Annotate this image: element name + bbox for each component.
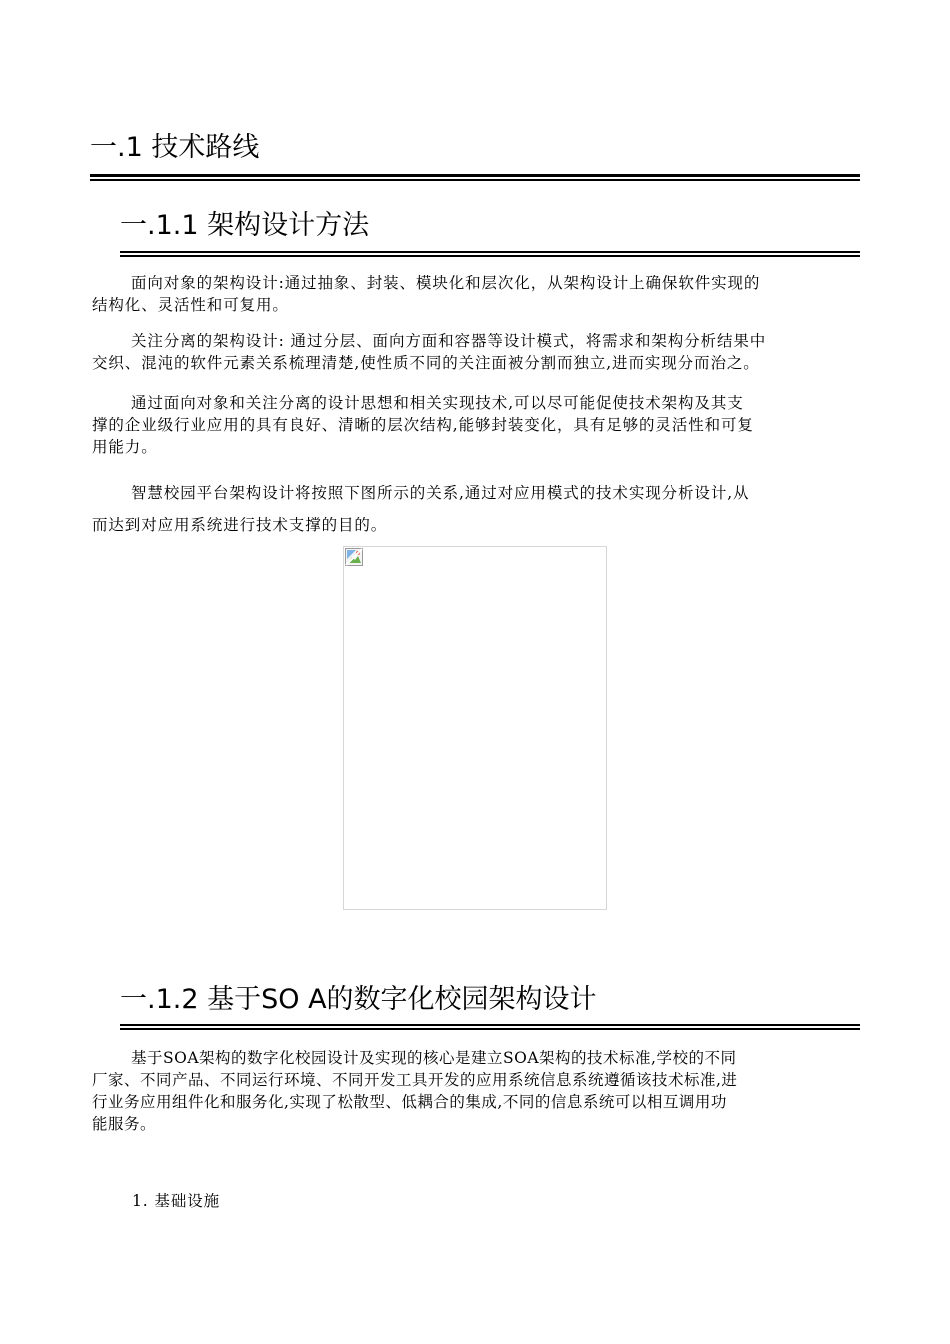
section-title-tech-route: 一.1 技术路线: [90, 132, 260, 163]
paragraph-smart-campus: 智慧校园平台架构设计将按照下图所示的关系,通过对应用模式的技术实现分析设计,从 而达到对应用系统进行技术支撑的目的。: [92, 484, 750, 534]
subheading-rule: [120, 1024, 860, 1030]
paragraph-object-oriented: 面向对象的架构设计:通过抽象、封装、模块化和层次化，从架构设计上确保软件实现的 结构化、灵活性和可复用。: [92, 274, 761, 314]
section-title-arch-method: 一.1.1 架构设计方法: [120, 210, 370, 241]
heading-rule: [90, 174, 860, 181]
subheading-rule: [120, 251, 860, 257]
list-item-infrastructure: 1. 基础设施: [132, 1192, 221, 1210]
architecture-figure-placeholder: [343, 546, 607, 910]
broken-image-icon: [345, 548, 363, 566]
paragraph-design-thinking: 通过面向对象和关注分离的设计思想和相关实现技术,可以尽可能促使技术架构及其支 撑的企业级行业应用的具有良好、清晰的层次结构,能够封装变化，具有足够的灵活性和可复 用能力。: [92, 394, 754, 456]
section-title-soa-design: 一.1.2 基于SO A的数字化校园架构设计: [120, 984, 597, 1015]
paragraph-separation-of-concerns: 关注分离的架构设计: 通过分层、面向方面和容器等设计模式，将需求和架构分析结果中 交织、混沌的软件元素关系梳理清楚,使性质不同的关注面被分割而独立,进而实现分而治之。: [92, 332, 767, 372]
paragraph-soa-core: 基于SOA架构的数字化校园设计及实现的核心是建立SOA架构的技术标准,学校的不同 厂家、不同产品、不同运行环境、不同开发工具开发的应用系统信息系统遵循该技术标准,进 行业务应用组件化和服务化,实现了松散型、低耦合的集成,不同的信息系统可以相互调用功 能服务。: [92, 1049, 738, 1133]
